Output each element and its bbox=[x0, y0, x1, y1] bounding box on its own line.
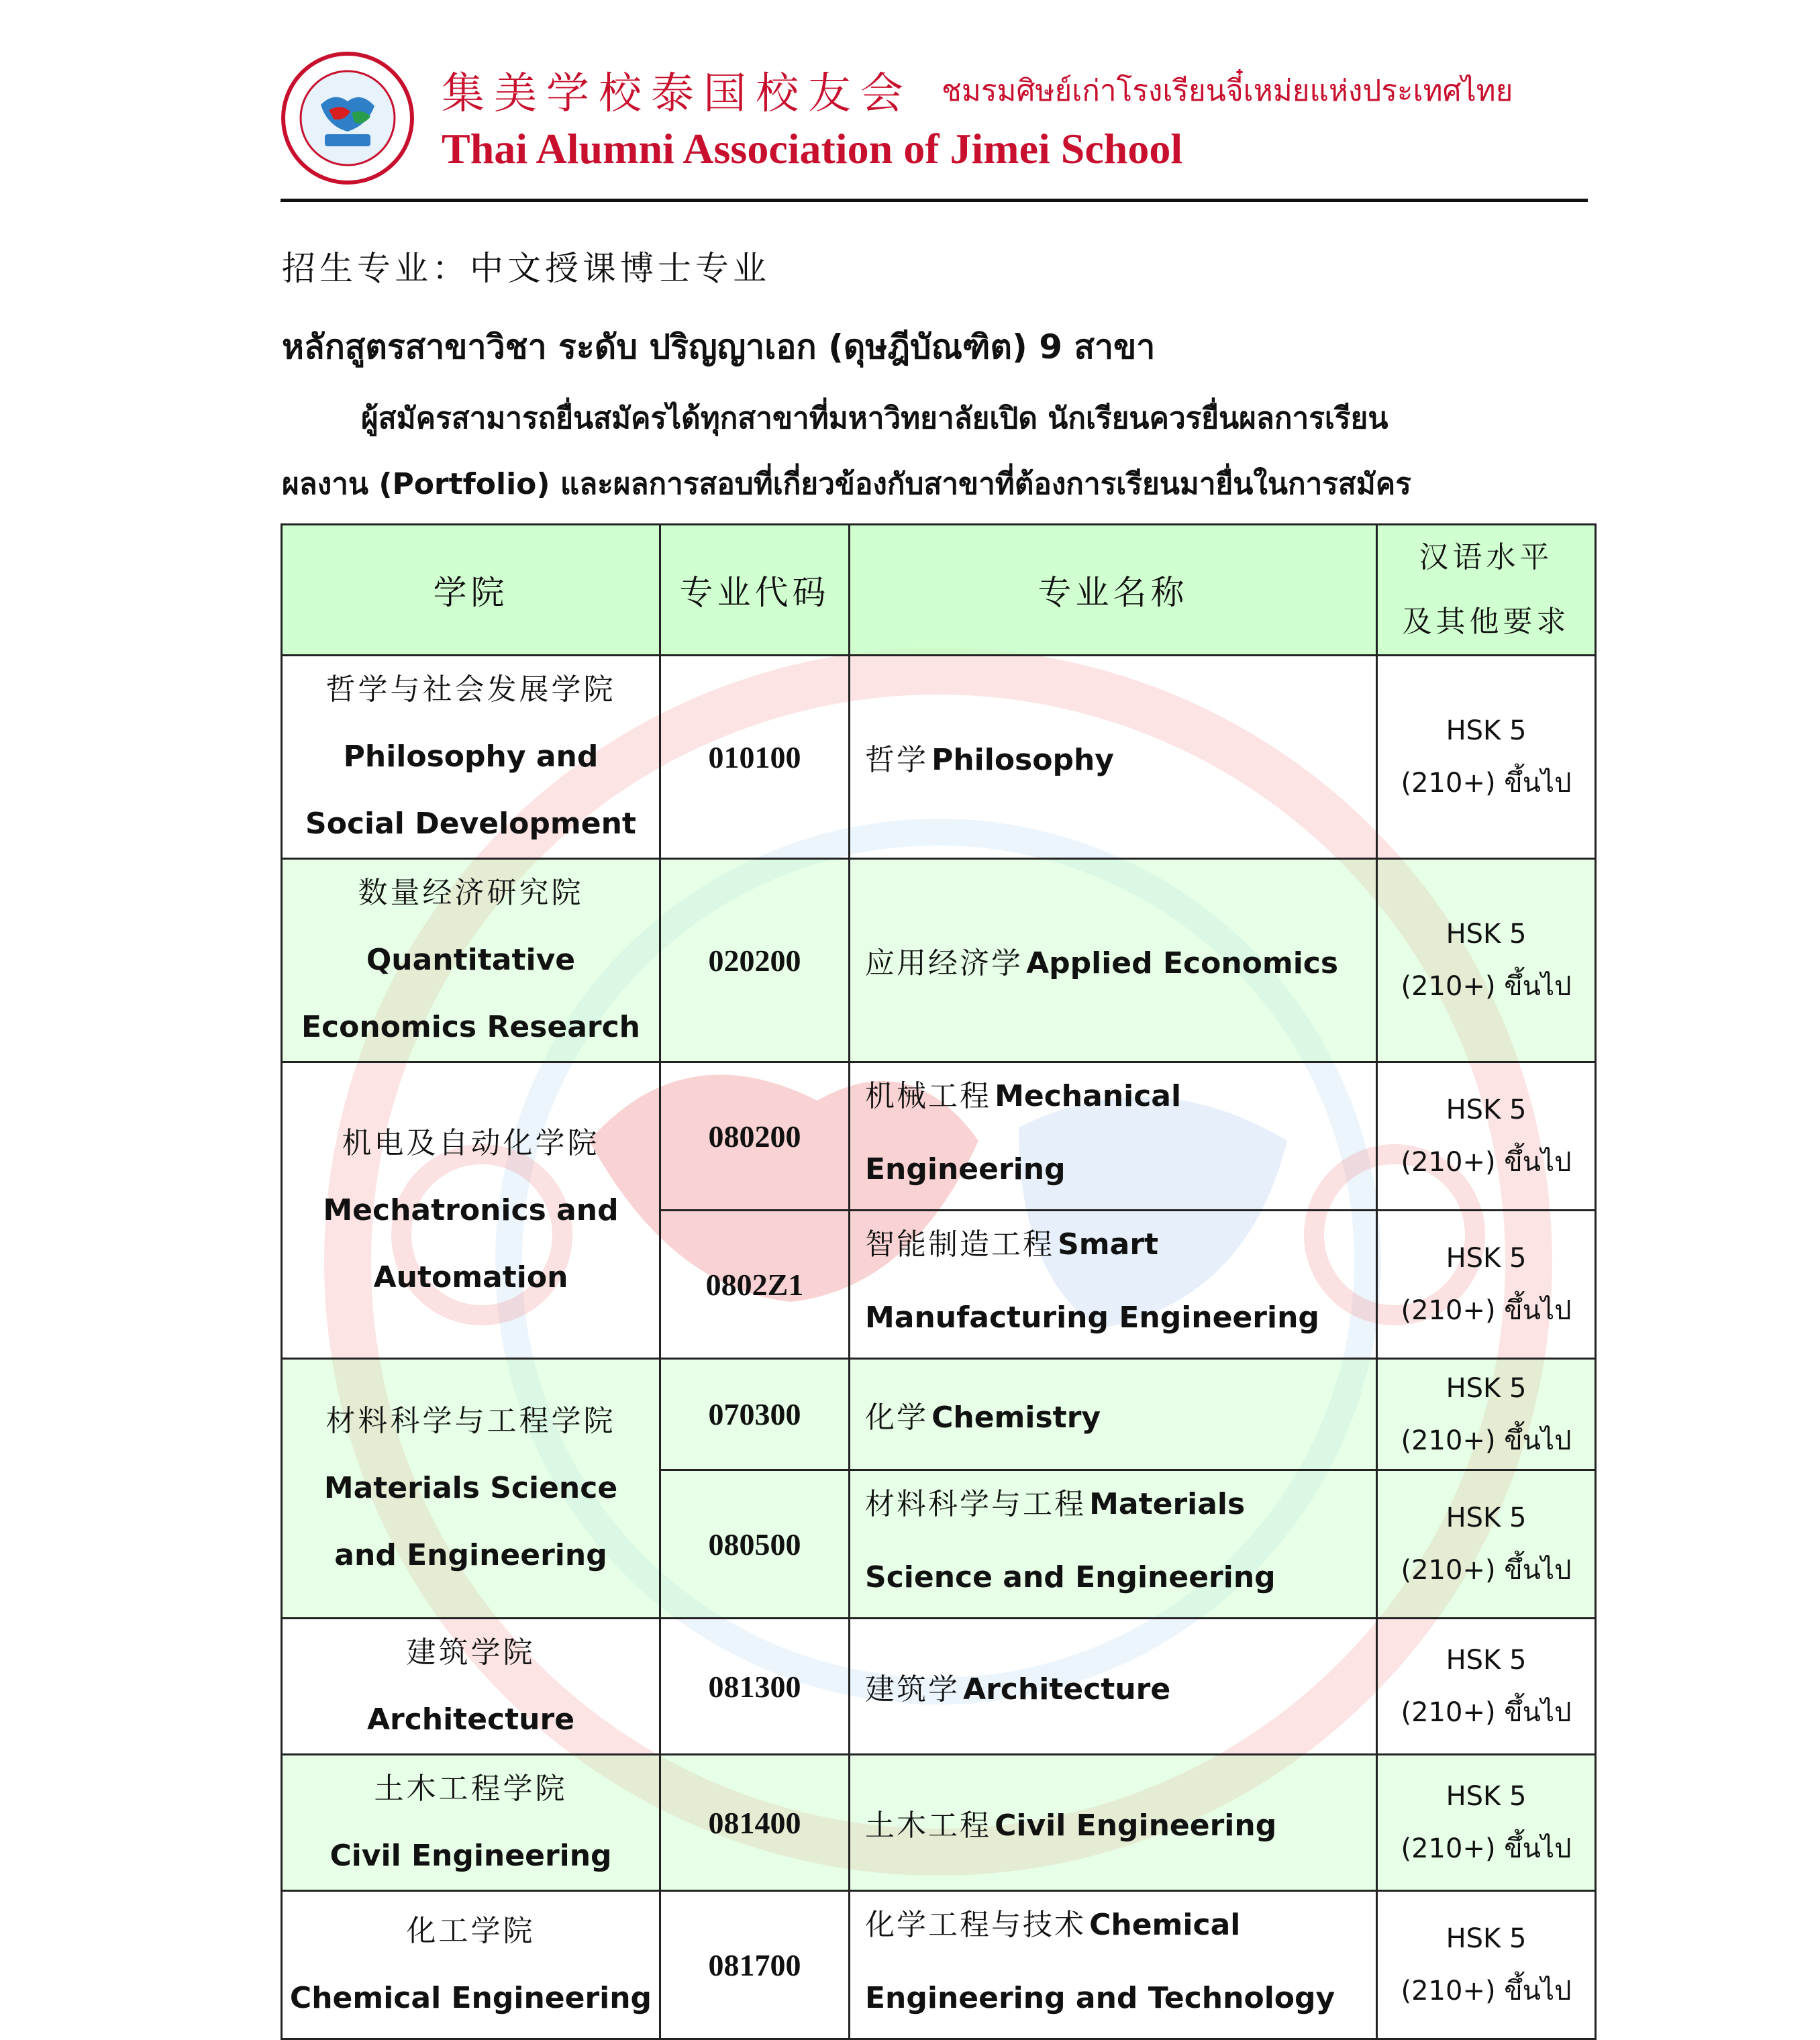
association-logo bbox=[281, 51, 415, 185]
program-name-cn: 材料科学与工程 bbox=[865, 1487, 1086, 1521]
college-name-cn: 建筑学院 bbox=[406, 1635, 536, 1670]
college-cell bbox=[282, 1891, 660, 2039]
program-code: 081300 bbox=[660, 1619, 850, 1755]
requirement-cell bbox=[1377, 656, 1596, 859]
program-name-cn: 哲学 bbox=[865, 743, 928, 777]
program-name-cn: 化学工程与技术 bbox=[865, 1908, 1086, 1942]
college-name-cn: 机电及自动化学院 bbox=[342, 1125, 600, 1160]
program-name-cn: 机械工程 bbox=[865, 1079, 991, 1113]
college-name-cn: 数量经济研究院 bbox=[358, 876, 584, 910]
college-cell bbox=[282, 1755, 660, 1891]
college-name-cn: 哲学与社会发展学院 bbox=[325, 672, 616, 707]
program-name-cn: 土木工程 bbox=[865, 1808, 991, 1843]
header-college: 学院 bbox=[282, 525, 660, 656]
header-requirement-line-1: 汉语水平 bbox=[1419, 540, 1554, 574]
college-name-en: Quantitative bbox=[366, 943, 576, 977]
program-code: 010100 bbox=[660, 656, 850, 859]
table-row bbox=[282, 1891, 1596, 2039]
heading-thai: หลักสูตรสาขาวิชา ระดับ ปริญญาเอก (ดุษฎีบัณฑิต) 9 สาขา bbox=[282, 327, 1156, 366]
requirement-cell bbox=[1377, 1470, 1596, 1619]
letterhead bbox=[281, 47, 1596, 201]
program-code: 080200 bbox=[660, 1062, 850, 1211]
requirement-score: (210+) ขึ้นไป bbox=[1401, 1976, 1572, 2006]
title-thai: ชมรมศิษย์เก่าโรงเรียนจี๋เหม่ยแห่งประเทศไทย bbox=[942, 74, 1513, 108]
college-cell bbox=[282, 1619, 660, 1755]
program-code: 081400 bbox=[660, 1755, 850, 1891]
heading-chinese: 招生专业：中文授课博士专业 bbox=[282, 249, 770, 288]
program-name bbox=[850, 1755, 1377, 1891]
program-name-en: Materials bbox=[1089, 1487, 1246, 1521]
program-name-en: Architecture bbox=[963, 1672, 1171, 1706]
table-row bbox=[282, 1062, 1596, 1211]
header-requirement-line-2: 及其他要求 bbox=[1402, 605, 1570, 639]
program-name-en: Smart bbox=[1058, 1227, 1159, 1262]
program-name-en: Chemistry bbox=[931, 1400, 1101, 1435]
header-requirement bbox=[1377, 525, 1596, 656]
program-name-cn: 应用经济学 bbox=[865, 946, 1023, 980]
college-name-en: Economics Research bbox=[301, 1010, 640, 1044]
program-name bbox=[850, 1619, 1377, 1755]
programs-table-container bbox=[281, 523, 1595, 2015]
program-name-en: Philosophy bbox=[931, 743, 1114, 777]
program-name-en: Science and Engineering bbox=[865, 1560, 1276, 1594]
requirement-hsk: HSK 5 bbox=[1446, 715, 1527, 746]
program-name-cn: 化学 bbox=[865, 1400, 928, 1435]
college-cell bbox=[282, 859, 660, 1062]
college-name-cn: 化工学院 bbox=[406, 1914, 536, 1948]
program-name-en: Applied Economics bbox=[1026, 946, 1339, 980]
requirement-hsk: HSK 5 bbox=[1446, 919, 1527, 950]
intro-paragraph-line-2: ผลงาน (Portfolio) และผลการสอบที่เกี่ยวข้องกับสาขาที่ต้องการเรียนมายื่นในการสมัคร bbox=[282, 467, 1411, 501]
college-name-en: Philosophy and bbox=[343, 740, 599, 774]
table-row bbox=[282, 859, 1596, 1062]
college-name-cn: 材料科学与工程学院 bbox=[325, 1404, 616, 1438]
program-name-en: Chemical bbox=[1089, 1908, 1241, 1942]
college-name-cn: 土木工程学院 bbox=[374, 1772, 568, 1806]
requirement-score: (210+) ขึ้นไป bbox=[1401, 1425, 1572, 1456]
requirement-cell bbox=[1377, 1211, 1596, 1359]
program-name-en: Mechanical bbox=[995, 1079, 1182, 1113]
program-name bbox=[850, 1891, 1377, 2039]
table-row bbox=[282, 1619, 1596, 1755]
college-name-en: Materials Science bbox=[323, 1471, 618, 1505]
programs-table bbox=[281, 523, 1597, 2040]
requirement-cell bbox=[1377, 859, 1596, 1062]
college-name-en: Civil Engineering bbox=[330, 1839, 612, 1873]
program-name-cn: 智能制造工程 bbox=[865, 1227, 1054, 1262]
requirement-cell bbox=[1377, 1755, 1596, 1891]
requirement-score: (210+) ขึ้นไป bbox=[1401, 1147, 1572, 1178]
requirement-hsk: HSK 5 bbox=[1446, 1923, 1527, 1954]
requirement-cell bbox=[1377, 1062, 1596, 1211]
requirement-hsk: HSK 5 bbox=[1446, 1502, 1527, 1533]
requirement-score: (210+) ขึ้นไป bbox=[1401, 768, 1572, 799]
program-name bbox=[850, 656, 1377, 859]
college-name-en: Architecture bbox=[366, 1702, 575, 1737]
requirement-hsk: HSK 5 bbox=[1446, 1243, 1527, 1274]
program-code: 070300 bbox=[660, 1359, 850, 1470]
college-name-en: and Engineering bbox=[334, 1538, 607, 1572]
program-code: 080500 bbox=[660, 1470, 850, 1619]
table-row bbox=[282, 656, 1596, 859]
college-name-en: Automation bbox=[373, 1260, 568, 1294]
table-row bbox=[282, 1359, 1596, 1470]
program-code: 020200 bbox=[660, 859, 850, 1062]
program-name bbox=[850, 1062, 1377, 1211]
intro-paragraph-line-1: ผู้สมัครสามารถยื่นสมัครได้ทุกสาขาที่มหาวิทยาลัยเปิด นักเรียนควรยื่นผลการเรียน bbox=[361, 401, 1388, 436]
program-code: 0802Z1 bbox=[660, 1211, 850, 1359]
college-name-en: Chemical Engineering bbox=[289, 1981, 652, 2015]
requirement-hsk: HSK 5 bbox=[1446, 1094, 1527, 1125]
header-code: 专业代码 bbox=[660, 525, 850, 656]
requirement-hsk: HSK 5 bbox=[1446, 1372, 1527, 1404]
requirement-score: (210+) ขึ้นไป bbox=[1401, 971, 1572, 1002]
header-name: 专业名称 bbox=[850, 525, 1377, 656]
program-name-en: Manufacturing Engineering bbox=[865, 1300, 1319, 1335]
requirement-score: (210+) ขึ้นไป bbox=[1401, 1833, 1572, 1864]
requirement-hsk: HSK 5 bbox=[1446, 1781, 1527, 1812]
header-divider bbox=[281, 199, 1588, 202]
program-name bbox=[850, 1359, 1377, 1470]
program-name bbox=[850, 859, 1377, 1062]
requirement-score: (210+) ขึ้นไป bbox=[1401, 1295, 1572, 1326]
program-name-cn: 建筑学 bbox=[865, 1672, 960, 1706]
requirement-cell bbox=[1377, 1891, 1596, 2039]
college-name-en: Social Development bbox=[305, 807, 636, 841]
requirement-score: (210+) ขึ้นไป bbox=[1401, 1697, 1572, 1728]
requirement-hsk: HSK 5 bbox=[1446, 1645, 1527, 1676]
title-english: Thai Alumni Association of Jimei School bbox=[442, 125, 1183, 172]
program-name-en: Engineering bbox=[865, 1152, 1066, 1186]
table-header-row bbox=[282, 525, 1596, 656]
requirement-cell bbox=[1377, 1619, 1596, 1755]
college-name-en: Mechatronics and bbox=[323, 1192, 619, 1227]
program-name-en: Civil Engineering bbox=[995, 1808, 1277, 1843]
title-chinese: 集美学校泰国校友会 bbox=[442, 69, 913, 119]
college-cell bbox=[282, 1062, 660, 1359]
program-name-en: Engineering and Technology bbox=[865, 1981, 1335, 2015]
requirement-score: (210+) ขึ้นไป bbox=[1401, 1555, 1572, 1586]
program-name bbox=[850, 1211, 1377, 1359]
requirement-cell bbox=[1377, 1359, 1596, 1470]
table-row bbox=[282, 1755, 1596, 1891]
program-code: 081700 bbox=[660, 1891, 850, 2039]
college-cell bbox=[282, 656, 660, 859]
college-cell bbox=[282, 1359, 660, 1619]
program-name bbox=[850, 1470, 1377, 1619]
